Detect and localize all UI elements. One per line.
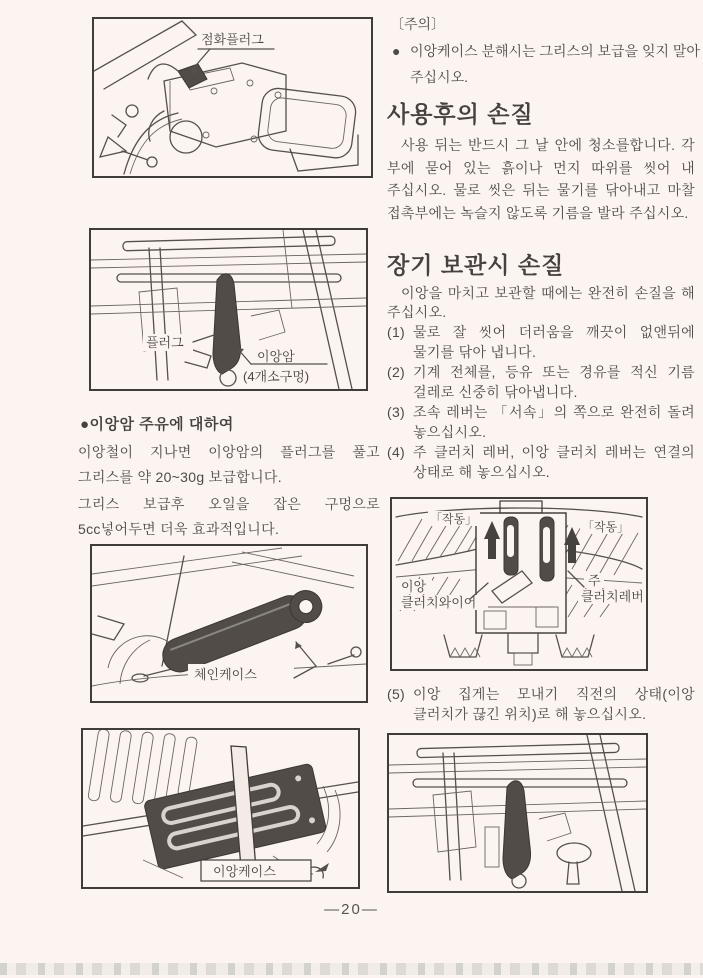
plant-clutch-wire-label: 이앙 xyxy=(401,579,427,594)
list-item-text: 주 클러치 레버, 이앙 클러치 레버는 연결의 상태로 해 놓으십시오. xyxy=(413,444,695,480)
notice-item xyxy=(392,38,703,90)
clutch-illustration xyxy=(392,499,646,669)
storage-intro: 이앙을 마치고 보관할 때에는 완전히 손질을 해 주십시오. xyxy=(387,285,695,320)
page-number: —20— xyxy=(324,901,379,918)
arm-holes-label: (4개소구멍) xyxy=(243,369,310,384)
main-clutch-lever-label: 주 xyxy=(588,573,601,588)
plug-label: 플러그 xyxy=(146,335,184,350)
figure-clutch xyxy=(390,497,648,671)
chain-case-label: 체인케이스 xyxy=(194,667,257,682)
notice-title: 〔주의〕 xyxy=(390,16,446,32)
plant-case-label: 이앙케이스 xyxy=(213,864,276,879)
storage-heading: 장기 보관시 손질 xyxy=(387,252,565,278)
plant-clutch-wire-label-2: 클러치와이어 xyxy=(401,595,477,610)
list-item xyxy=(387,402,695,442)
greasing-heading: ●이앙암 주유에 대하여 xyxy=(80,416,234,433)
figure-spark-plug xyxy=(92,17,373,178)
spark-plug-illustration xyxy=(94,19,371,176)
plant-case-illustration xyxy=(83,730,358,887)
list-item-number: (1) xyxy=(387,324,406,340)
list-item xyxy=(387,684,695,724)
spark-plug-label: 점화플러그 xyxy=(201,32,264,47)
plant-clutch-position-illustration xyxy=(389,735,646,891)
list-item-text: 이앙 집게는 모내기 직전의 상태(이앙 클러치가 끊긴 위치)로 해 놓으십시오. xyxy=(413,686,695,722)
after-use-heading: 사용후의 손질 xyxy=(387,101,534,127)
figure-chain-case xyxy=(90,544,368,703)
figure-plant-clutch-position xyxy=(387,733,648,893)
storage-list xyxy=(387,322,695,482)
list-item-number: (2) xyxy=(387,364,406,380)
greasing-body xyxy=(78,440,380,544)
greasing-paragraph-1: 이앙철이 지나면 이앙암의 플러그를 풀고 그리스를 약 20~30g 보급합니다. xyxy=(78,444,380,485)
plant-arm-illustration xyxy=(91,230,366,389)
after-use-body: 사용 뒤는 반드시 그 날 안에 청소를합니다. 각 부에 묻어 있는 흙이나 먼지 따위를 씻어 내 주십시오. 물로 씻은 뒤는 물기를 닦아내고 마찰 접촉부에는 녹슬지 않도록 기름을 발라 주십시오. xyxy=(387,137,695,221)
list-item-text: 조속 레버는 「서속」의 쪽으로 완전히 돌려 놓으십시오. xyxy=(413,404,695,440)
list-item xyxy=(387,442,695,482)
list-item-number: (3) xyxy=(387,404,406,420)
list-item-text: 물로 잘 씻어 더러움을 깨끗이 없앤뒤에 물기를 닦아 냅니다. xyxy=(413,324,695,360)
arm-label: 이앙암 xyxy=(257,349,295,364)
notice-text: 이앙케이스 분해시는 그리스의 보급을 잊지 말아 주십시오. xyxy=(410,43,700,85)
list-item xyxy=(387,362,695,402)
list-item-text: 기계 전체를, 등유 또는 경유를 적신 기름 걸레로 신중히 닦아냅니다. xyxy=(413,364,695,400)
greasing-paragraph-2: 그리스 보급후 오일을 잡은 구멍으로 5cc넣어두면 더욱 효과적입니다. xyxy=(78,496,380,537)
main-clutch-lever-label-2: 클러치레버 xyxy=(581,589,644,604)
scan-edge-artifact xyxy=(0,963,703,975)
figure-plant-case xyxy=(81,728,360,889)
list-item-number: (5) xyxy=(387,686,406,702)
action-left-label: 「작동」 xyxy=(430,512,478,526)
chain-case-illustration xyxy=(92,546,366,701)
list-item-number: (4) xyxy=(387,444,406,460)
storage-list-continued xyxy=(387,684,695,724)
figure-plant-arm xyxy=(89,228,368,391)
action-right-label: 「작동」 xyxy=(582,520,630,534)
bullet-icon: ● xyxy=(392,43,401,59)
list-item xyxy=(387,322,695,362)
